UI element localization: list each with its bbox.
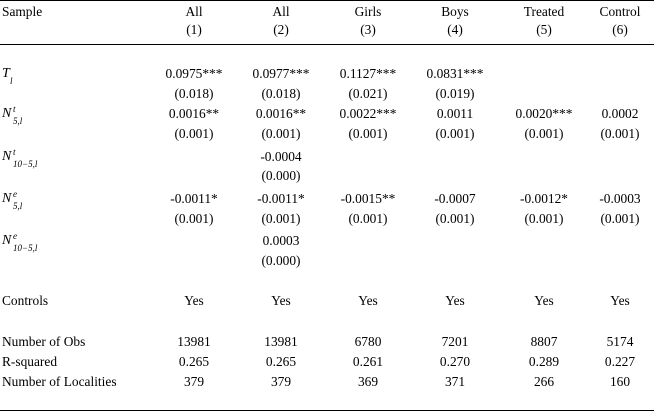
cell	[410, 148, 500, 166]
cell: 0.265	[265, 354, 297, 369]
cell: Yes	[358, 293, 378, 308]
row-N105t-se	[0, 167, 654, 185]
cell: 0.270	[439, 354, 471, 369]
var-N5e: N e 5,l	[2, 189, 23, 211]
cell: 13981	[264, 334, 298, 349]
cell: 0.0020***	[515, 106, 573, 121]
cell: (0.001)	[174, 211, 214, 226]
header-rule	[0, 44, 654, 45]
row-controls	[0, 292, 654, 310]
cell: 371	[444, 374, 466, 389]
cell: 7201	[441, 334, 469, 349]
col-2-num: (2)	[273, 22, 289, 37]
col-6-num: (6)	[612, 22, 628, 37]
cell: 0.227	[604, 354, 636, 369]
cell: (0.001)	[348, 211, 388, 226]
cell: 0.0975***	[165, 66, 223, 81]
cell: Yes	[534, 293, 554, 308]
var-N105e: N e 10−5,l	[2, 231, 38, 253]
cell	[410, 252, 500, 270]
cell	[575, 148, 654, 166]
col-5-name: Treated	[523, 4, 565, 19]
cell	[410, 167, 500, 185]
cell	[575, 65, 654, 83]
cell: 0.0977***	[252, 66, 310, 81]
cell	[323, 148, 413, 166]
localities-label: Number of Localities	[2, 374, 117, 389]
cell	[149, 232, 239, 250]
cell: 369	[357, 374, 379, 389]
col-6-name: Control	[599, 4, 641, 19]
cell	[149, 252, 239, 270]
cell	[575, 252, 654, 270]
cell: Yes	[271, 293, 291, 308]
cell: 0.0011	[436, 106, 474, 121]
cell: (0.001)	[348, 126, 388, 141]
row-T-se	[0, 85, 654, 103]
cell	[149, 148, 239, 166]
header-row-numbers	[0, 21, 654, 39]
cell: (0.018)	[174, 86, 214, 101]
row-localities	[0, 373, 654, 391]
controls-label: Controls	[2, 293, 49, 308]
col-1-num: (1)	[186, 22, 202, 37]
rsq-label: R-squared	[2, 354, 58, 369]
cell: 6780	[354, 334, 382, 349]
bottom-rule	[0, 410, 654, 411]
sample-label: Sample	[2, 4, 43, 19]
cell: (0.001)	[600, 211, 640, 226]
row-N5t-se	[0, 125, 654, 143]
row-N5t-coef	[0, 104, 654, 126]
row-obs	[0, 333, 654, 351]
cell: (0.000)	[261, 168, 301, 183]
cell	[575, 85, 654, 103]
cell: -0.0003	[599, 191, 641, 206]
row-T-coef	[0, 65, 654, 86]
col-4-num: (4)	[447, 22, 463, 37]
cell: 0.0002	[601, 106, 639, 121]
cell: 379	[270, 374, 292, 389]
cell: 0.0003	[262, 233, 300, 248]
var-N105t: N t 10−5,l	[2, 147, 38, 169]
cell: (0.001)	[261, 211, 301, 226]
cell: (0.001)	[524, 211, 564, 226]
row-N105t-coef	[0, 147, 654, 169]
row-N5e-coef	[0, 189, 654, 211]
cell: 0.265	[178, 354, 210, 369]
col-2-name: All	[272, 4, 290, 19]
cell: 0.0016**	[255, 106, 307, 121]
cell: (0.001)	[261, 126, 301, 141]
col-5-num: (5)	[536, 22, 552, 37]
cell: Yes	[445, 293, 465, 308]
cell: 0.261	[352, 354, 384, 369]
cell	[149, 167, 239, 185]
cell: 379	[183, 374, 205, 389]
cell	[323, 232, 413, 250]
cell: Yes	[184, 293, 204, 308]
cell: (0.000)	[261, 253, 301, 268]
cell: (0.001)	[600, 126, 640, 141]
cell: 160	[609, 374, 631, 389]
cell: 0.289	[528, 354, 560, 369]
cell: -0.0015**	[340, 191, 396, 206]
row-N105e-coef	[0, 231, 654, 253]
col-3-num: (3)	[360, 22, 376, 37]
cell	[410, 232, 500, 250]
top-rule	[0, 0, 654, 1]
obs-label: Number of Obs	[2, 334, 86, 349]
cell: -0.0012*	[520, 191, 568, 206]
cell: (0.001)	[524, 126, 564, 141]
cell: 13981	[177, 334, 211, 349]
col-4-name: Boys	[441, 4, 469, 19]
col-1-name: All	[185, 4, 203, 19]
cell: 0.1127***	[339, 66, 397, 81]
row-N5e-se	[0, 210, 654, 228]
cell: 0.0022***	[339, 106, 397, 121]
cell: -0.0004	[260, 149, 302, 164]
cell: Yes	[610, 293, 630, 308]
cell: 5174	[606, 334, 634, 349]
cell: (0.021)	[348, 86, 388, 101]
cell: -0.0011*	[257, 191, 305, 206]
cell	[575, 167, 654, 185]
cell: 0.0831***	[426, 66, 484, 81]
cell: (0.018)	[261, 86, 301, 101]
var-N5t: N t 5,l	[2, 104, 23, 126]
cell: -0.0011*	[170, 191, 218, 206]
cell: -0.0007	[434, 191, 476, 206]
row-N105e-se	[0, 252, 654, 270]
cell: 0.0016**	[168, 106, 220, 121]
header-row-names	[0, 3, 654, 21]
cell: 266	[533, 374, 555, 389]
cell	[575, 232, 654, 250]
cell: (0.001)	[435, 211, 475, 226]
cell: 8807	[530, 334, 558, 349]
cell: (0.001)	[174, 126, 214, 141]
col-3-name: Girls	[354, 4, 382, 19]
var-T: T l	[2, 66, 13, 86]
row-rsq	[0, 353, 654, 371]
cell: (0.019)	[435, 86, 475, 101]
cell	[323, 252, 413, 270]
cell	[323, 167, 413, 185]
cell: (0.001)	[435, 126, 475, 141]
